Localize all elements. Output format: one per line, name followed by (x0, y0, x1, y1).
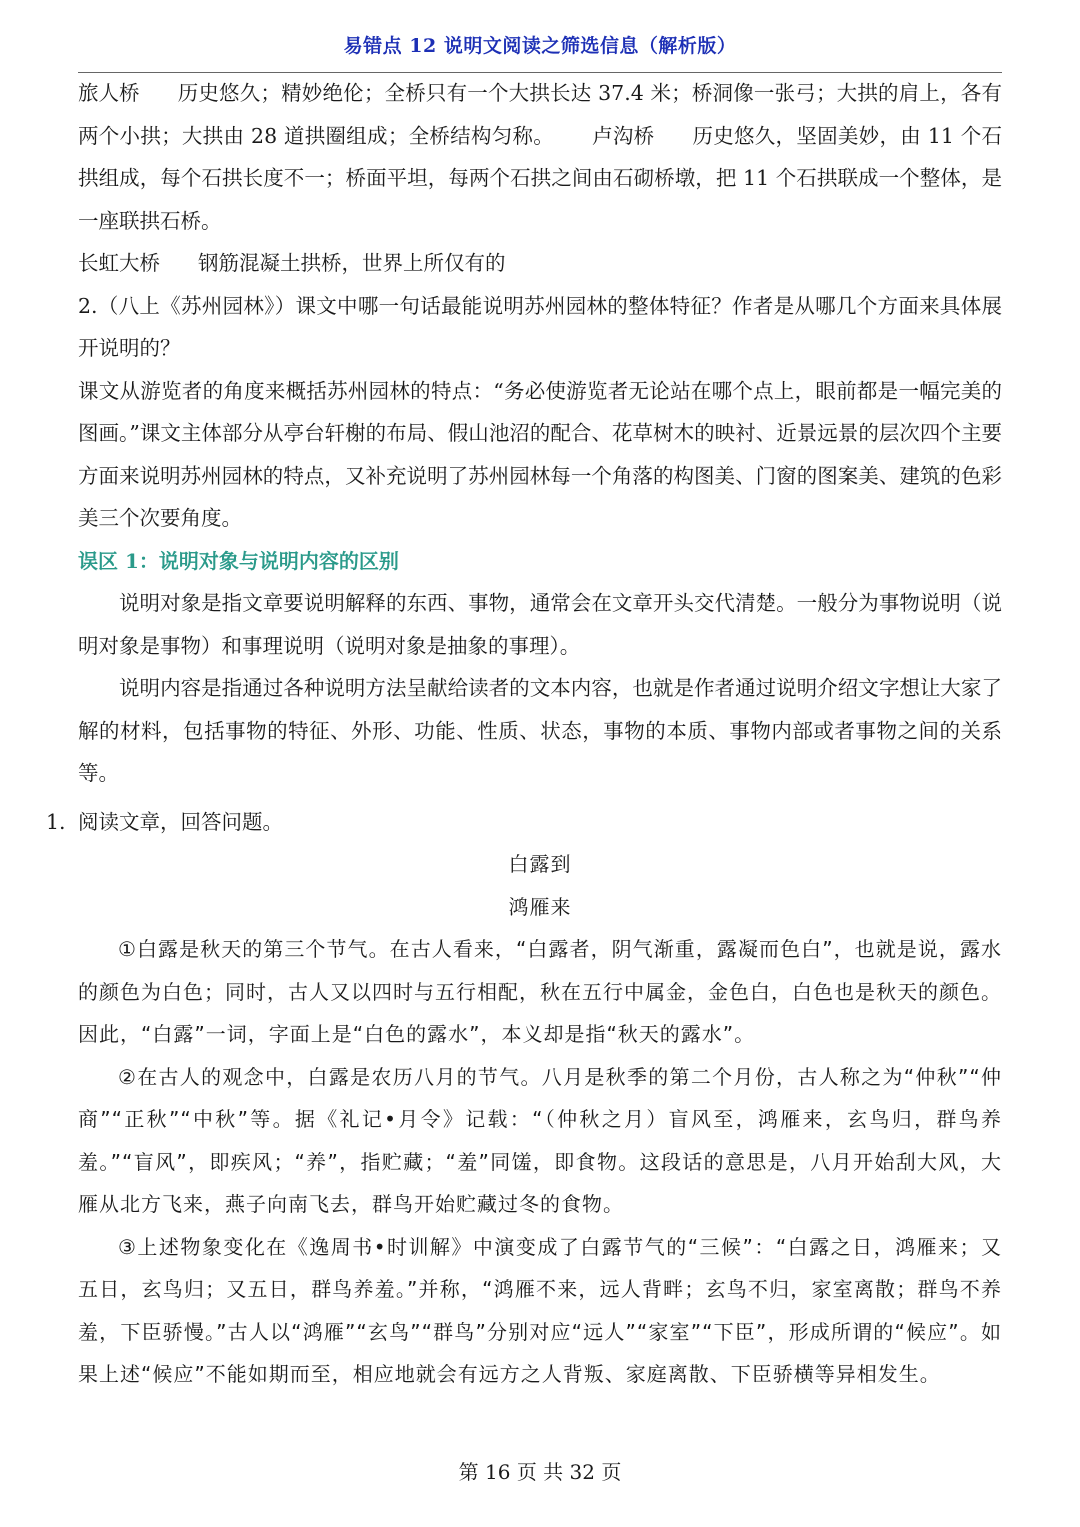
page-header (78, 26, 1002, 73)
answer-2: 课文从游览者的角度来概括苏州园林的特点：“务必使游览者无论站在哪个点上，眼前都是一幅完美的图画。”课文主体部分从亭台轩榭的布局、假山池沼的配合、花草树木的映衬、近景远景的层次四个主要方面来说明苏州园林的特点，又补充说明了苏州园林每一个角落的构图美、门窗的图案美、建筑的色彩美三个次要角度。 (78, 378, 1002, 530)
page-content (46, 72, 1002, 1396)
bridge-entry-3 (78, 242, 1002, 285)
bridge-name-1: 旅人桥 (78, 81, 140, 105)
bridge-name-3: 长虹大桥 (78, 251, 160, 275)
article-title-line-1: 白露到 (508, 852, 572, 876)
page-footer: 第 16 页 共 32 页 (458, 1460, 622, 1484)
article-para-3: ③上述物象变化在《逸周书•时训解》中演变成了白露节气的“三候”：“白露之日，鸿雁来；又五日，玄鸟归；又五日，群鸟养羞。”并称，“鸿雁不来，远人背畔；玄鸟不归，家室离散；群鸟不养羞，下臣骄慢。”古人以“鸿雁”“玄鸟”“群鸟”分别对应“远人”“家室”“下臣”，形成所谓的“候应”。如果上述“候应”不能如期而至，相应地就会有远方之人背叛、家庭离散、下臣骄横等异相发生。 (78, 1234, 1002, 1386)
question-1-number: 1. (46, 809, 66, 834)
article-title-line-2: 鸿雁来 (508, 894, 572, 919)
article-para-2: ②在古人的观念中，白露是农历八月的节气。八月是秋季的第二个月份，古人称之为“仲秋”“仲商”“正秋”“中秋”等。据《礼记•月令》记载：“（仲秋之月）盲风至，鸿雁来，玄鸟归，群鸟养羞。”“盲风”，即疾风；“养”，指贮藏；“羞”同馐，即食物。这段话的意思是，八月开始刮大风，大雁从北方飞来，燕子向南飞去，群鸟开始贮藏过冬的食物。 (78, 1064, 1002, 1216)
bridge-desc-1: 历史悠久；精妙绝伦；全桥只有一个大拱长达 37.4 米；桥洞像一张弓；大拱的肩上，各有两个小拱；大拱由 28 道拱圈组成；全桥结构匀称。 (78, 81, 1002, 148)
bridge-desc-3: 钢筋混凝土拱桥，世界上所仅有的 (198, 251, 506, 275)
question-2: 2.（八上《苏州园林》）课文中哪一句话最能说明苏州园林的整体特征？作者是从哪几个方面来具体展开说明的？ (78, 293, 1002, 360)
question-1-prompt: 阅读文章，回答问题。 (78, 809, 283, 834)
header-title: 易错点 12 说明文阅读之筛选信息（解析版） (343, 35, 737, 57)
article (78, 843, 1002, 1396)
bridge-entry-1 (78, 72, 1002, 242)
section-heading: 误区 1：说明对象与说明内容的区别 (78, 548, 399, 573)
question-1 (46, 801, 1002, 844)
section-para-2: 说明内容是指通过各种说明方法呈献给读者的文本内容，也就是作者通过说明介绍文字想让大家了解的材料，包括事物的特征、外形、功能、性质、状态，事物的本质、事物内部或者事物之间的关系等。 (78, 676, 1002, 785)
bridge-name-2: 卢沟桥 (592, 123, 655, 148)
section-para-1: 说明对象是指文章要说明解释的东西、事物，通常会在文章开头交代清楚。一般分为事物说明（说明对象是事物）和事理说明（说明对象是抽象的事理）。 (78, 591, 1002, 658)
bridge-desc-2: 历史悠久，坚固美妙，由 11 个石拱组成，每个石拱长度不一；桥面平坦，每两个石拱之间由石砌桥墩，把 11 个石拱联成一个整体，是一座联拱石桥。 (78, 123, 1002, 233)
article-para-1: ①白露是秋天的第三个节气。在古人看来，“白露者，阴气渐重，露凝而色白”，也就是说，露水的颜色为白色；同时，古人又以四时与五行相配，秋在五行中属金，金色白，白色也是秋天的颜色。因此，“白露”一词，字面上是“白色的露水”，本义却是指“秋天的露水”。 (78, 937, 1002, 1046)
